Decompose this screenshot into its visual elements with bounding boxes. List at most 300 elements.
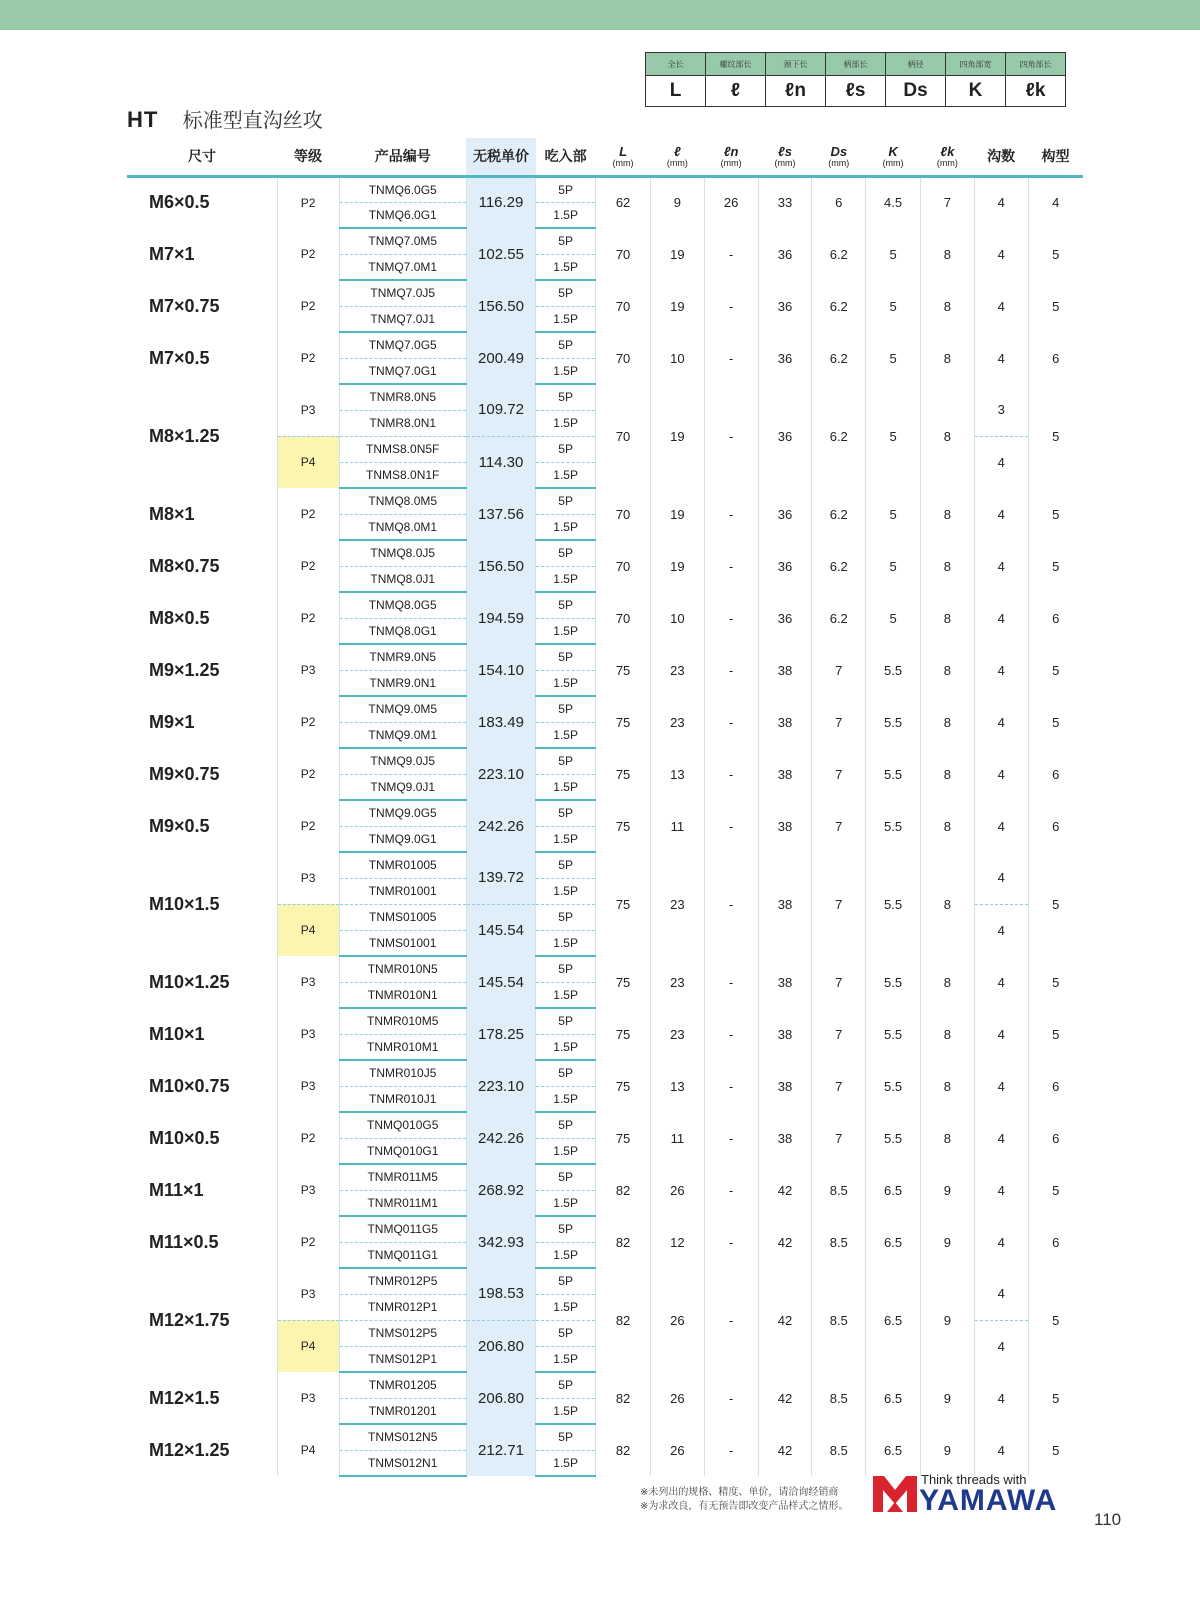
size-cell: M8×1.25 [127, 384, 277, 488]
product-number: TNMQ9.0M1 [339, 722, 466, 748]
size-cell: M9×0.5 [127, 800, 277, 852]
dim-lk-cell: 8 [920, 488, 974, 540]
type-cell: 5 [1052, 896, 1060, 912]
price-cell: 206.80 [466, 1372, 535, 1424]
type-cell: 5 [1052, 1390, 1060, 1406]
dim-ln-cell: - [704, 748, 758, 800]
price-cell: 200.49 [466, 332, 535, 384]
dim-ls-cell: 42 [758, 1216, 812, 1268]
price-cell: 242.26 [466, 1112, 535, 1164]
size-cell: M10×0.75 [127, 1060, 277, 1112]
size-cell: M11×0.5 [127, 1216, 277, 1268]
dim-lk-cell: 8 [920, 280, 974, 332]
table-row [127, 852, 1083, 878]
grooves-cell: 4 [974, 800, 1028, 852]
bite-cell: 1.5P [536, 514, 596, 540]
grade-cell: P3 [277, 384, 339, 436]
table-row [127, 956, 1083, 982]
bite-cell: 1.5P [536, 462, 596, 488]
bite-cell: 1.5P [536, 670, 596, 696]
product-number: TNMR8.0N5 [339, 384, 466, 410]
dim-ln-cell: - [704, 280, 758, 332]
dim-lk-cell: 7 [920, 176, 974, 228]
grooves-cell: 4 [974, 540, 1028, 592]
type-cell: 6 [1052, 1234, 1060, 1250]
header-unit: (mm) [666, 157, 688, 168]
grooves-cell: 4 [974, 1320, 1028, 1372]
product-number: TNMQ8.0G1 [339, 618, 466, 644]
grade-cell: P3 [277, 1008, 339, 1060]
header-ln [704, 138, 758, 176]
header-Ds-symbol: Ds [830, 143, 848, 159]
bite-cell: 1.5P [536, 1398, 596, 1424]
type-cell: 5 [1052, 298, 1060, 314]
bite-cell: 1.5P [536, 618, 596, 644]
legend-symbol: Ds [886, 76, 946, 107]
dim-l-cell: 19 [650, 228, 704, 280]
dim-ls-cell: 36 [758, 332, 812, 384]
price-cell: 145.54 [466, 904, 535, 956]
product-number: TNMR011M1 [339, 1190, 466, 1216]
grade-cell: P4 [277, 1424, 339, 1476]
bite-cell: 1.5P [536, 774, 596, 800]
dim-lk-cell: 9 [920, 1372, 974, 1424]
bite-cell: 5P [536, 176, 596, 202]
price-cell: 137.56 [466, 488, 535, 540]
size-cell: M7×1 [127, 228, 277, 280]
dim-lk-cell: 9 [920, 1164, 974, 1216]
dim-ln-cell: - [704, 696, 758, 748]
dim-l-cell: 23 [650, 956, 704, 1008]
header-bite: 吃入部 [536, 138, 596, 176]
dim-l-cell: 23 [650, 852, 704, 956]
price-cell: 206.80 [466, 1320, 535, 1372]
dim-ln-cell: - [704, 1268, 758, 1372]
dim-lk-cell: 8 [920, 644, 974, 696]
size-cell: M9×1 [127, 696, 277, 748]
dim-K-cell: 5.5 [866, 1112, 921, 1164]
yamawa-logo-icon [873, 1476, 917, 1512]
grooves-cell: 4 [974, 228, 1028, 280]
grade-cell: P2 [277, 332, 339, 384]
size-cell: M12×1.25 [127, 1424, 277, 1476]
grade-cell: P2 [277, 800, 339, 852]
dim-l-cell: 26 [650, 1372, 704, 1424]
bite-cell: 1.5P [536, 410, 596, 436]
product-number: TNMQ8.0J1 [339, 566, 466, 592]
grade-cell: P3 [277, 1268, 339, 1320]
grooves-cell: 4 [974, 332, 1028, 384]
dim-l-cell: 19 [650, 488, 704, 540]
bite-cell: 1.5P [536, 254, 596, 280]
dim-ln-cell: - [704, 488, 758, 540]
dim-ls-cell: 42 [758, 1268, 812, 1372]
dimension-legend [645, 52, 1066, 107]
dim-K-cell: 5.5 [866, 696, 921, 748]
dim-K-cell: 5 [866, 332, 921, 384]
type-cell: 5 [1052, 662, 1060, 678]
table-row [127, 748, 1083, 774]
dim-K-cell: 5 [866, 592, 921, 644]
bite-cell: 1.5P [536, 1190, 596, 1216]
product-number: TNMS8.0N5F [339, 436, 466, 462]
size-cell: M6×0.5 [127, 176, 277, 228]
bite-cell: 5P [536, 1216, 596, 1242]
dim-K-cell: 6.5 [866, 1372, 921, 1424]
dim-K-cell: 5.5 [866, 644, 921, 696]
dim-K-cell: 4.5 [866, 176, 921, 228]
product-number: TNMQ6.0G1 [339, 202, 466, 228]
dim-ln-cell: - [704, 1216, 758, 1268]
product-number: TNMQ7.0J1 [339, 306, 466, 332]
legend-label: 四角部宽 [946, 53, 1006, 76]
grooves-cell: 4 [974, 1164, 1028, 1216]
product-number: TNMQ8.0M1 [339, 514, 466, 540]
size-cell: M10×1.25 [127, 956, 277, 1008]
dim-ls-cell: 36 [758, 540, 812, 592]
bite-cell: 1.5P [536, 1034, 596, 1060]
dim-l-cell: 9 [650, 176, 704, 228]
type-cell: 6 [1052, 1078, 1060, 1094]
dim-L-cell: 75 [596, 644, 651, 696]
bite-cell: 5P [536, 228, 596, 254]
grooves-cell: 4 [974, 1268, 1028, 1320]
price-cell: 116.29 [466, 176, 535, 228]
dim-lk-cell: 9 [920, 1424, 974, 1476]
header-lk-symbol: ℓk [940, 143, 955, 159]
product-number: TNMR012P1 [339, 1294, 466, 1320]
dim-Ds-cell: 7 [812, 696, 866, 748]
type-cell: 5 [1052, 1312, 1060, 1328]
size-cell: M10×0.5 [127, 1112, 277, 1164]
product-number: TNMQ011G1 [339, 1242, 466, 1268]
dim-ln-cell: - [704, 1112, 758, 1164]
dim-lk-cell: 8 [920, 332, 974, 384]
price-cell: 154.10 [466, 644, 535, 696]
product-number: TNMQ7.0J5 [339, 280, 466, 306]
dim-l-cell: 19 [650, 384, 704, 488]
bite-cell: 5P [536, 1060, 596, 1086]
dim-lk-cell: 8 [920, 540, 974, 592]
type-cell: 5 [1052, 1026, 1060, 1042]
price-cell: 114.30 [466, 436, 535, 488]
dim-ls-cell: 38 [758, 644, 812, 696]
header-unit: (mm) [612, 157, 634, 168]
table-row [127, 332, 1083, 358]
product-number: TNMQ010G5 [339, 1112, 466, 1138]
type-cell: 6 [1052, 766, 1060, 782]
dim-ln-cell: - [704, 956, 758, 1008]
price-cell: 156.50 [466, 540, 535, 592]
dim-l-cell: 19 [650, 540, 704, 592]
series-name: 标准型直沟丝攻 [182, 110, 323, 132]
legend-label: 柄部长 [826, 53, 886, 76]
dim-ln-cell: - [704, 1164, 758, 1216]
bite-cell: 5P [536, 1372, 596, 1398]
price-cell: 156.50 [466, 280, 535, 332]
header-type: 构型 [1028, 138, 1083, 176]
dim-ls-cell: 38 [758, 1008, 812, 1060]
header-unit: (mm) [828, 157, 850, 168]
grooves-cell: 4 [974, 488, 1028, 540]
product-number: TNMR010N1 [339, 982, 466, 1008]
type-cell: 6 [1052, 610, 1060, 626]
product-number: TNMR011M5 [339, 1164, 466, 1190]
table-row [127, 1372, 1083, 1398]
price-cell: 139.72 [466, 852, 535, 904]
size-cell: M8×0.75 [127, 540, 277, 592]
table-row [127, 1424, 1083, 1450]
header-unit: (mm) [720, 157, 742, 168]
type-cell: 5 [1052, 1182, 1060, 1198]
table-row [127, 540, 1083, 566]
dim-lk-cell: 8 [920, 384, 974, 488]
bite-cell: 5P [536, 956, 596, 982]
bite-cell: 5P [536, 904, 596, 930]
dim-ln-cell: - [704, 800, 758, 852]
dim-l-cell: 10 [650, 592, 704, 644]
product-number: TNMR8.0N1 [339, 410, 466, 436]
table-row [127, 1060, 1083, 1086]
grade-cell: P2 [277, 1112, 339, 1164]
dim-ls-cell: 42 [758, 1164, 812, 1216]
bite-cell: 5P [536, 644, 596, 670]
size-cell: M12×1.75 [127, 1268, 277, 1372]
dim-Ds-cell: 8.5 [812, 1164, 866, 1216]
dim-L-cell: 70 [596, 592, 651, 644]
bite-cell: 1.5P [536, 1138, 596, 1164]
bite-cell: 1.5P [536, 1242, 596, 1268]
price-cell: 178.25 [466, 1008, 535, 1060]
dim-L-cell: 75 [596, 696, 651, 748]
legend-symbol: L [646, 76, 706, 107]
grooves-cell: 4 [974, 176, 1028, 228]
dim-Ds-cell: 6.2 [812, 280, 866, 332]
grooves-cell: 4 [974, 852, 1028, 904]
dim-l-cell: 26 [650, 1424, 704, 1476]
grooves-cell: 4 [974, 748, 1028, 800]
dim-L-cell: 70 [596, 332, 651, 384]
header-row [127, 138, 1083, 176]
dim-lk-cell: 8 [920, 748, 974, 800]
header-grooves: 沟数 [974, 138, 1028, 176]
grooves-cell: 4 [974, 644, 1028, 696]
dim-Ds-cell: 7 [812, 800, 866, 852]
dim-Ds-cell: 7 [812, 644, 866, 696]
dim-lk-cell: 8 [920, 696, 974, 748]
dim-L-cell: 75 [596, 1112, 651, 1164]
bite-cell: 5P [536, 1268, 596, 1294]
table-row [127, 228, 1083, 254]
bite-cell: 5P [536, 592, 596, 618]
price-cell: 223.10 [466, 1060, 535, 1112]
dim-L-cell: 70 [596, 384, 651, 488]
table-row [127, 384, 1083, 410]
header-K [866, 138, 921, 176]
dim-L-cell: 75 [596, 1008, 651, 1060]
legend-label: 柄径 [886, 53, 946, 76]
legend-symbol: ℓ [706, 76, 766, 107]
dim-Ds-cell: 6.2 [812, 592, 866, 644]
size-cell: M10×1.5 [127, 852, 277, 956]
brand-tagline: Think threads with [921, 1472, 1027, 1487]
dim-L-cell: 82 [596, 1372, 651, 1424]
bite-cell: 1.5P [536, 306, 596, 332]
dim-ln-cell: - [704, 1372, 758, 1424]
dim-ls-cell: 36 [758, 384, 812, 488]
dim-ls-cell: 36 [758, 488, 812, 540]
dim-l-cell: 23 [650, 1008, 704, 1060]
product-number: TNMS01005 [339, 904, 466, 930]
product-number: TNMQ6.0G5 [339, 176, 466, 202]
bite-cell: 5P [536, 280, 596, 306]
type-cell: 5 [1052, 506, 1060, 522]
dim-ln-cell: - [704, 644, 758, 696]
dim-L-cell: 70 [596, 280, 651, 332]
dim-ls-cell: 38 [758, 852, 812, 956]
bite-cell: 5P [536, 1424, 596, 1450]
bite-cell: 1.5P [536, 566, 596, 592]
header-size: 尺寸 [127, 138, 277, 176]
dim-L-cell: 82 [596, 1268, 651, 1372]
brand-name: YAMAWA [919, 1484, 1058, 1517]
dim-lk-cell: 8 [920, 800, 974, 852]
bite-cell: 1.5P [536, 982, 596, 1008]
legend-symbol: ℓk [1006, 76, 1066, 107]
table-row [127, 176, 1083, 202]
product-number: TNMQ8.0M5 [339, 488, 466, 514]
type-cell: 5 [1052, 428, 1060, 444]
product-number: TNMQ011G5 [339, 1216, 466, 1242]
grade-cell: P2 [277, 540, 339, 592]
dim-ln-cell: - [704, 852, 758, 956]
grooves-cell: 4 [974, 1112, 1028, 1164]
product-number: TNMR010J1 [339, 1086, 466, 1112]
dim-Ds-cell: 6.2 [812, 540, 866, 592]
dim-Ds-cell: 6.2 [812, 332, 866, 384]
dim-Ds-cell: 8.5 [812, 1424, 866, 1476]
bite-cell: 5P [536, 540, 596, 566]
table-row [127, 1112, 1083, 1138]
dim-Ds-cell: 7 [812, 852, 866, 956]
grooves-cell: 4 [974, 904, 1028, 956]
grooves-cell: 4 [974, 1372, 1028, 1424]
grooves-cell: 4 [974, 592, 1028, 644]
grade-cell: P2 [277, 228, 339, 280]
product-number: TNMR010M5 [339, 1008, 466, 1034]
dim-K-cell: 5 [866, 540, 921, 592]
dim-l-cell: 11 [650, 1112, 704, 1164]
product-number: TNMQ8.0G5 [339, 592, 466, 618]
bite-cell: 1.5P [536, 722, 596, 748]
header-K-symbol: K [888, 143, 898, 159]
type-cell: 6 [1052, 350, 1060, 366]
type-cell: 5 [1052, 246, 1060, 262]
dim-K-cell: 5 [866, 488, 921, 540]
grade-cell: P3 [277, 852, 339, 904]
dim-lk-cell: 8 [920, 852, 974, 956]
dim-Ds-cell: 7 [812, 748, 866, 800]
dim-ln-cell: - [704, 228, 758, 280]
dim-L-cell: 75 [596, 852, 651, 956]
dim-l-cell: 12 [650, 1216, 704, 1268]
dim-Ds-cell: 6.2 [812, 228, 866, 280]
dim-K-cell: 6.5 [866, 1216, 921, 1268]
bite-cell: 5P [536, 1164, 596, 1190]
grade-cell: P3 [277, 1164, 339, 1216]
dim-Ds-cell: 7 [812, 1112, 866, 1164]
bite-cell: 1.5P [536, 1450, 596, 1476]
grade-cell: P2 [277, 748, 339, 800]
dim-ls-cell: 38 [758, 800, 812, 852]
bite-cell: 1.5P [536, 826, 596, 852]
footer-note: ※未列出的规格、精度、单价，请洽询经销商 [640, 1487, 839, 1498]
grade-cell: P4 [277, 436, 339, 488]
bite-cell: 5P [536, 852, 596, 878]
dim-lk-cell: 9 [920, 1216, 974, 1268]
header-L-symbol: L [619, 143, 628, 159]
product-number: TNMR012P5 [339, 1268, 466, 1294]
product-number: TNMS012P5 [339, 1320, 466, 1346]
header-ln-symbol: ℓn [723, 143, 739, 159]
bite-cell: 5P [536, 800, 596, 826]
series-code: HT [127, 107, 159, 132]
dim-Ds-cell: 7 [812, 1008, 866, 1060]
grooves-cell: 4 [974, 1424, 1028, 1476]
grooves-cell: 4 [974, 956, 1028, 1008]
product-number: TNMR9.0N5 [339, 644, 466, 670]
dim-L-cell: 62 [596, 176, 651, 228]
legend-label: 颈下长 [766, 53, 826, 76]
dim-ls-cell: 33 [758, 176, 812, 228]
header-unit: (mm) [882, 157, 904, 168]
product-number: TNMQ9.0G5 [339, 800, 466, 826]
type-cell: 4 [1052, 195, 1060, 211]
bite-cell: 5P [536, 748, 596, 774]
table-row [127, 1164, 1083, 1190]
dim-Ds-cell: 8.5 [812, 1216, 866, 1268]
dim-K-cell: 5.5 [866, 1060, 921, 1112]
dim-l-cell: 23 [650, 696, 704, 748]
product-number: TNMR9.0N1 [339, 670, 466, 696]
grooves-cell: 3 [974, 384, 1028, 436]
price-cell: 145.54 [466, 956, 535, 1008]
dim-lk-cell: 8 [920, 1112, 974, 1164]
grooves-cell: 4 [974, 1216, 1028, 1268]
bite-cell: 1.5P [536, 1294, 596, 1320]
dim-ls-cell: 38 [758, 1112, 812, 1164]
header-unit: (mm) [936, 157, 958, 168]
dim-l-cell: 23 [650, 644, 704, 696]
header-grade: 等级 [277, 138, 339, 176]
dim-ls-cell: 38 [758, 696, 812, 748]
header-product-no: 产品编号 [339, 138, 466, 176]
product-number: TNMR010N5 [339, 956, 466, 982]
type-cell: 6 [1052, 1130, 1060, 1146]
spec-table [127, 138, 1083, 1477]
size-cell: M10×1 [127, 1008, 277, 1060]
header-ls [758, 138, 812, 176]
bite-cell: 5P [536, 1320, 596, 1346]
dim-K-cell: 6.5 [866, 1424, 921, 1476]
table-row [127, 592, 1083, 618]
dim-K-cell: 5.5 [866, 1008, 921, 1060]
header-lk [920, 138, 974, 176]
grade-cell: P3 [277, 1060, 339, 1112]
product-number: TNMS01001 [339, 930, 466, 956]
dim-Ds-cell: 7 [812, 956, 866, 1008]
size-cell: M11×1 [127, 1164, 277, 1216]
